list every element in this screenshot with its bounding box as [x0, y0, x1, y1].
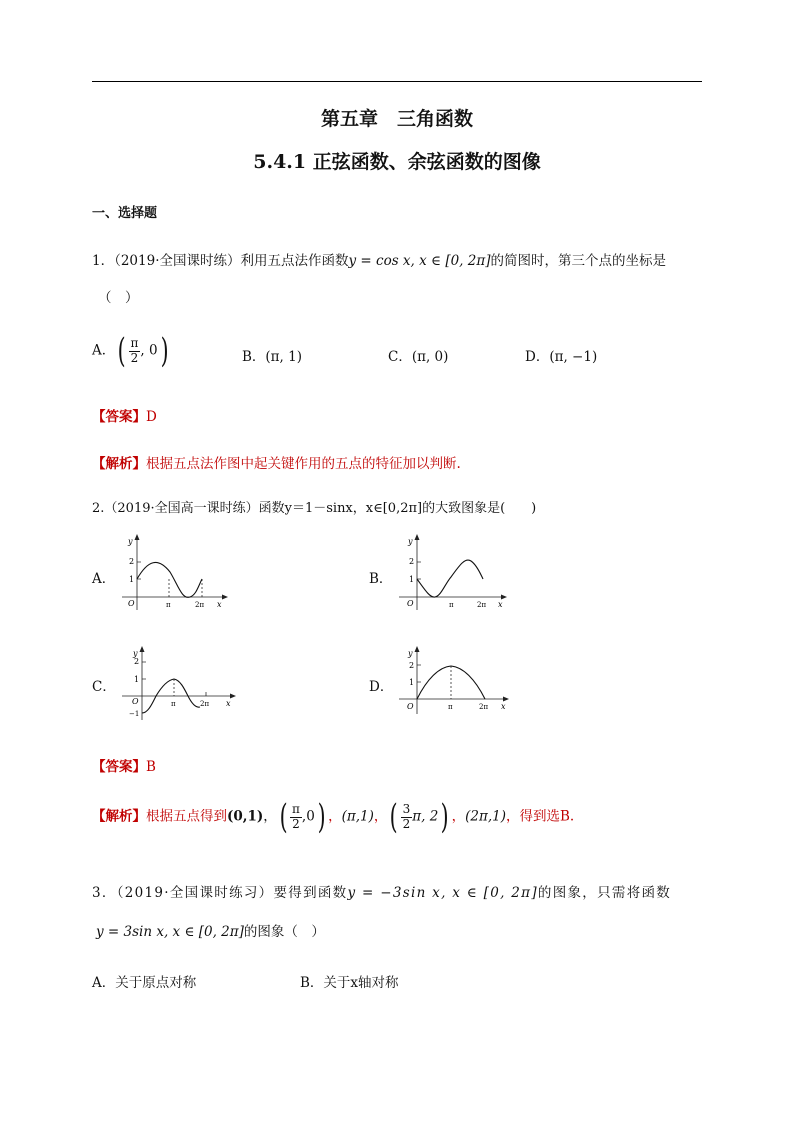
graph-a-y-label: y	[128, 537, 133, 546]
section-title: 5.4.1 正弦函数、余弦函数的图像	[253, 151, 541, 173]
graph-d-origin: O	[407, 702, 414, 711]
graph-c-tick-2pi: 2π	[200, 700, 210, 708]
graph-b-tick-2pi: 2π	[477, 601, 487, 609]
graph-b-tick-1: 1	[409, 575, 415, 584]
q1-option-b[interactable]: B．(π, 1)	[242, 349, 302, 365]
q2-analysis: 【解析】根据五点得到(0,1)，( $\frac{\pi}{2}$ ,0) ，(π,1)，( $\frac{3}{2}$ π, 2) ，(2π,1)，得到选B.	[92, 797, 575, 837]
q2-stem: 2.（2019·全国高一课时练）函数y＝1－sinx，x∈[0,2π]的大致图象是( )	[92, 501, 537, 516]
q3-option-a[interactable]: A．关于原点对称	[92, 975, 197, 991]
q2-graph-a[interactable]	[120, 532, 230, 612]
q2-answer: 【答案】B	[92, 759, 156, 775]
part-heading: 一、选择题	[92, 206, 158, 221]
graph-d-tick-2pi: 2π	[479, 703, 489, 711]
graph-a-x-label: x	[217, 600, 222, 609]
graph-b-x-label: x	[498, 600, 503, 609]
graph-d-tick-2: 2	[409, 661, 415, 670]
q1-answer: 【答案】D	[92, 409, 157, 425]
graph-a-tick-1: 1	[129, 575, 135, 584]
graph-c-tick-pi: π	[171, 700, 176, 708]
q3-formula-2: y = 3sin x, x ∈ [0, 2π]	[96, 924, 244, 940]
q2-point4-fraction: $\frac{3}{2}$	[402, 802, 411, 831]
q2-point2-fraction: $\frac{\pi}{2}$	[292, 802, 300, 831]
q2-option-c-label[interactable]: C．	[92, 679, 116, 695]
q1-option-c[interactable]: C．(π, 0)	[388, 349, 449, 365]
graph-a-tick-2: 2	[129, 557, 135, 566]
graph-d-tick-pi: π	[448, 703, 453, 711]
q3-stem-line2: y = 3sin x, x ∈ [0, 2π]的图象（ ）	[96, 924, 325, 940]
graph-b-tick-pi: π	[449, 601, 454, 609]
graph-b-y-label: y	[408, 537, 413, 546]
q1-option-a[interactable]: A．( $\frac{\pi}{2}$ , 0)	[92, 331, 169, 371]
q2-graph-b[interactable]	[397, 532, 509, 612]
q3-stem-line1: 3．（2019·全国课时练习）要得到函数y = −3sin x, x ∈ [0, 2π]的图象，只需将函数	[92, 885, 672, 901]
q1-a-fraction: $\frac{\pi}{2}$	[130, 336, 139, 365]
graph-c-y-label: y	[133, 649, 138, 658]
graph-d-x-label: x	[501, 702, 506, 711]
graph-c-tick-1: 1	[134, 675, 140, 684]
chapter-title: 第五章 三角函数	[320, 108, 473, 130]
q3-option-b[interactable]: B．关于x轴对称	[300, 975, 399, 991]
graph-c-tick-2: 2	[134, 657, 140, 666]
graph-c-origin: O	[132, 697, 139, 706]
q1-analysis: 【解析】根据五点法作图中起关键作用的五点的特征加以判断.	[92, 456, 461, 472]
graph-a-tick-pi: π	[166, 601, 171, 609]
q2-option-a-label[interactable]: A．	[92, 571, 116, 587]
q1-option-d[interactable]: D．(π, −1)	[525, 349, 598, 365]
graph-d-y-label: y	[408, 649, 413, 658]
q1-formula: y = cos x, x ∈ [0, 2π]	[348, 253, 491, 269]
q2-option-d-label[interactable]: D．	[369, 679, 394, 695]
q2-option-b-label[interactable]: B．	[369, 571, 393, 587]
q3-formula-1: y = −3sin x, x ∈ [0, 2π]	[347, 885, 538, 901]
q1-paren: （ ）	[98, 290, 139, 306]
graph-b-tick-2: 2	[409, 557, 415, 566]
graph-a-tick-2pi: 2π	[195, 601, 205, 609]
graph-b-origin: O	[407, 599, 414, 608]
q2-graph-d[interactable]	[397, 644, 513, 724]
graph-c-tick-neg1: −1	[129, 710, 140, 718]
graph-d-tick-1: 1	[409, 678, 415, 687]
graph-c-x-label: x	[226, 699, 231, 708]
top-rule	[92, 81, 702, 82]
graph-a-origin: O	[128, 599, 135, 608]
q2-graph-c[interactable]	[118, 644, 240, 724]
q1-stem: 1．（2019·全国课时练）利用五点法作函数y = cos x, x ∈ [0, 2π]的简图时，第三个点的坐标是	[92, 253, 666, 269]
